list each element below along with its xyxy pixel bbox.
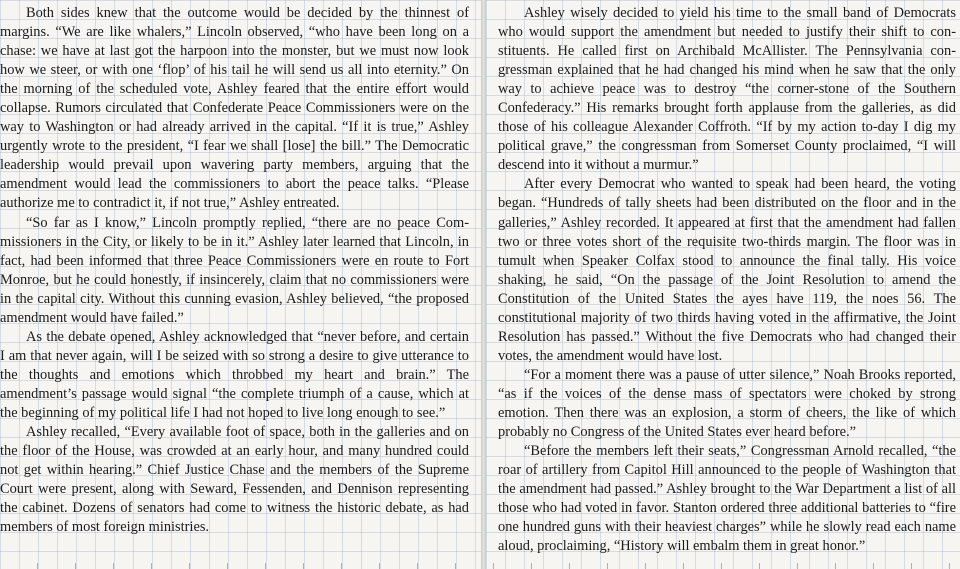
left-paragraph-2: “So far as I know,” Lincoln promptly replied, “there are no peace Commissioners in the City, or likely to be in it.” Ashley later learned that Lincoln, in fact, had been informed that three Peace Commissioners were en route to Fort Monroe, but he could honestly, if insincerely, claim that no commissioners were in the capital city. Without this cunning evasion, Ashley believed, “the proposed amendment would have failed.”	[0, 214, 469, 326]
right-paragraph-3: “For a moment there was a pause of utter silence,” Noah Brooks reported, “as if the voices of the dense mass of spectators were choked by strong emotion. Then there was an explosion, a storm of cheers, the like of which probably no Congress of the United States ever heard before.”	[498, 366, 956, 441]
right-paragraph-1: Ashley wisely decided to yield his time to the small band of Democrats who would support the amendment but needed to justify their shift to constituents. He called first on Archibald McAllister. The Pennsylvania congressman explained that he had changed his mind when he saw that the only way to achieve peace was to destroy “the corner-stone of the Southern Confederacy.” His remarks brought forth applause from the galleries, as did those of his colleague Alexander Coffroth. “If by my action to-day I dig my political grave,” the congressman from Somerset County proclaimed, “I will descend into it without a murmur.”	[498, 5, 956, 174]
left-paragraph-3: As the debate opened, Ashley acknowledged that “never before, and certain I am that never again, will I be seized with so strong a desire to give utterance to the thoughts and emotions which throbbed my heart and brain.” The amendment’s passage would signal “the complete triumph of a cause, which at the beginning of my political life I had not hoped to live long enough to see.”	[0, 328, 469, 421]
left-paragraph-1: Both sides knew that the outcome would be decided by the thinnest of margins. “We are like whalers,” Lincoln observed, “who have been long on a chase: we have at last got the harpoon into the monster, but we must now look how we steer, or with one ‘flop’ of his tail he will send us all into eternity.” On the morning of the scheduled vote, Ashley feared that the entire effort would collapse. Rumors circulated that Confederate Peace Commissioners were on the way to Washington or had already arrived in the capital. “If it is true,” Ashley urgently wrote to the president, “I fear we shall [lose] the bill.” The Democratic leadership would prevail upon wavering party members, arguing that the amendment would lead the commissioners to abort the peace talks. “Please authorize me to contradict it, if not true,” Ashley entreated.	[0, 5, 469, 212]
page-edge-marks	[0, 563, 960, 569]
right-paragraph-4: “Before the members left their seats,” Congressman Arnold recalled, “the roar of artillery from Capitol Hill announced to the people of Washington that the amendment had passed.” Ashley brought to the War Department a list of all those who had voted in favor. Stanton ordered three additional batteries to “fire one hundred guns with their heaviest charges” while he slowly read each name aloud, proclaiming, “History will embalm them in great honor.”	[498, 443, 956, 555]
right-paragraph-2: After every Democrat who wanted to speak had been heard, the voting began. “Hundreds of tally sheets had been distributed on the floor and in the galleries,” Ashley recorded. It appeared at first that the amendment had fallen two or three votes short of the requisite two-thirds margin. The floor was in tumult when Speaker Colfax stood to announce the final tally. His voice shaking, he said, “On the passage of the Joint Resolution to amend the Constitution of the United States the ayes have 119, the noes 56. The constitutional majority of two thirds having voted in the affirmative, the Joint Resolution has passed.” Without the five Democrats who had changed their votes, the amendment would have lost.	[498, 176, 956, 364]
left-paragraph-4: Ashley recalled, “Every available foot of space, both in the galleries and on the floor of the House, was crowded at an early hour, and many hundred could not get within hearing.” Chief Justice Chase and the members of the Supreme Court were present, along with Seward, Fessenden, and Dennison representing the cabinet. Dozens of senators had come to witness the historic debate, as had members of most foreign ministries.	[0, 424, 469, 536]
right-page	[486, 0, 960, 569]
